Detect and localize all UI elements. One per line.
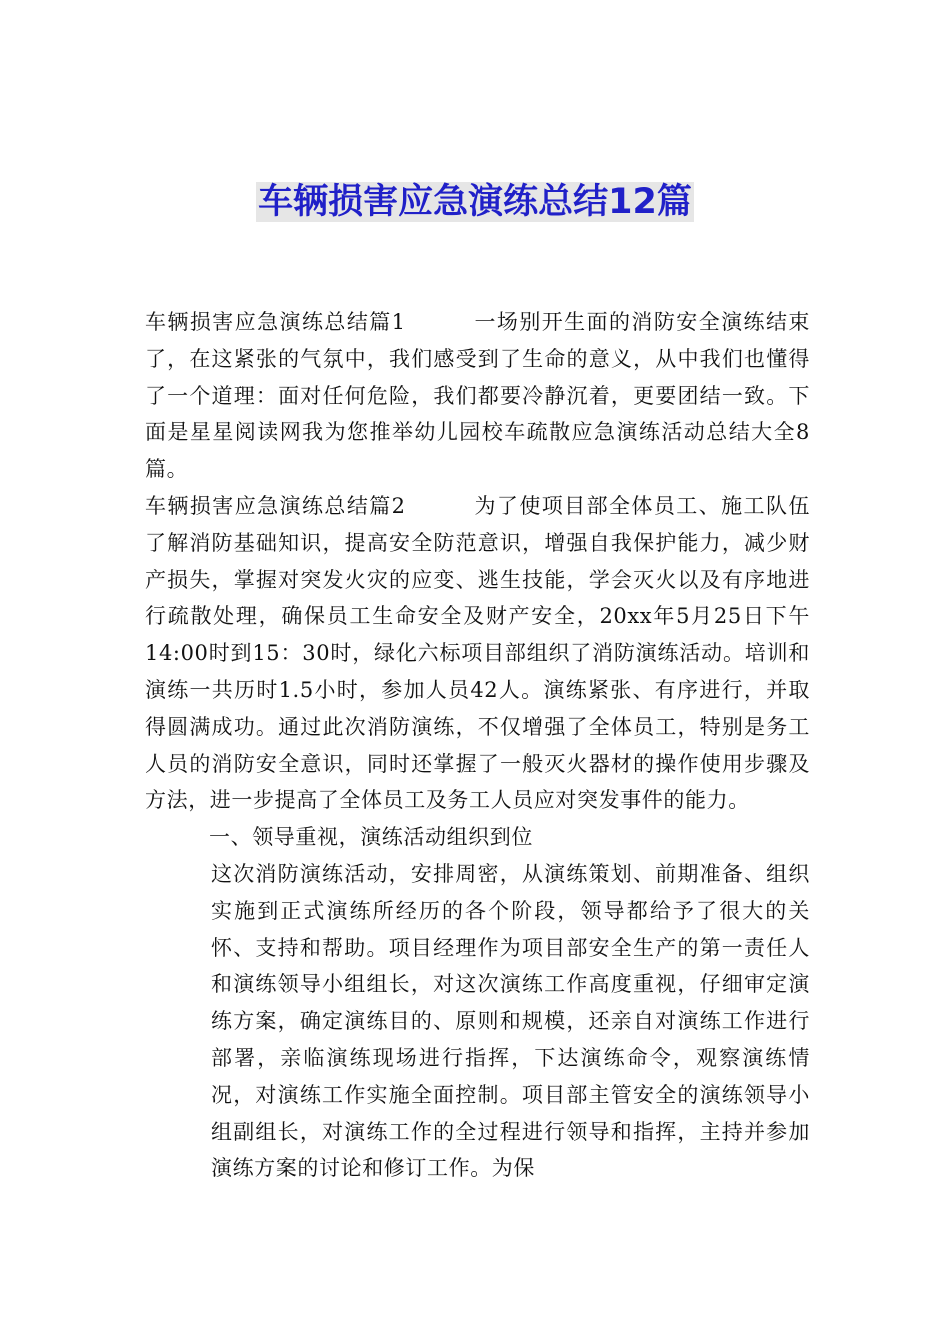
document-title [0, 180, 950, 224]
document-title-text: 车辆损害应急演练总结12篇 [258, 182, 692, 222]
paragraph-section-1 [145, 304, 810, 488]
paragraph-section-2 [145, 488, 810, 819]
document-body [145, 304, 810, 1187]
paragraph-leadership-text: 这次消防演练活动，安排周密，从演练策划、前期准备、组织实施到正式演练所经历的各个阶段，领导都给予了很大的关怀、支持和帮助。项目经理作为项目部安全生产的第一责任人和演练领导小组组长，对这次演练工作高度重视，仔细审定演练方案，确定演练目的、原则和规模，还亲自对演练工作进行部署，亲临演练现场进行指挥，下达演练命令，观察演练情况，对演练工作实施全面控制。项目部主管安全的演练领导小组副组长，对演练工作的全过程进行领导和指挥，主持并参加演练方案的讨论和修订工作。为保 [211, 861, 810, 1181]
paragraph-leadership [145, 856, 810, 1187]
section-2-text: 为了使项目部全体员工、施工队伍了解消防基础知识，提高安全防范意识，增强自我保护能力，减少财产损失，掌握对突发火灾的应变、逃生技能，学会灭火以及有序地进行疏散处理，确保员工生命安全及财产安全，20xx年5月25日下午14:00时到15：30时，绿化六标项目部组织了消防演练活动。培训和演练一共历时1.5小时，参加人员42人。演练紧张、有序进行，并取得圆满成功。通过此次消防演练，不仅增强了全体员工，特别是务工人员的消防安全意识，同时还掌握了一般灭火器材的操作使用步骤及方法，进一步提高了全体员工及务工人员应对突发事件的能力。 [145, 493, 811, 813]
section-1-heading: 车辆损害应急演练总结篇1 [145, 310, 406, 334]
section-2-heading: 车辆损害应急演练总结篇2 [145, 493, 406, 518]
section-1-text: 一场别开生面的消防安全演练结束了，在这紧张的气氛中，我们感受到了生命的意义，从中我们也懂得了一个道理：面对任何危险，我们都要冷静沉着，更要团结一致。下面是星星阅读网我为您推举幼儿园校车疏散应急演练活动总结大全8篇。 [145, 310, 811, 482]
subheading-leadership: 一、领导重视，演练活动组织到位 [209, 825, 533, 850]
